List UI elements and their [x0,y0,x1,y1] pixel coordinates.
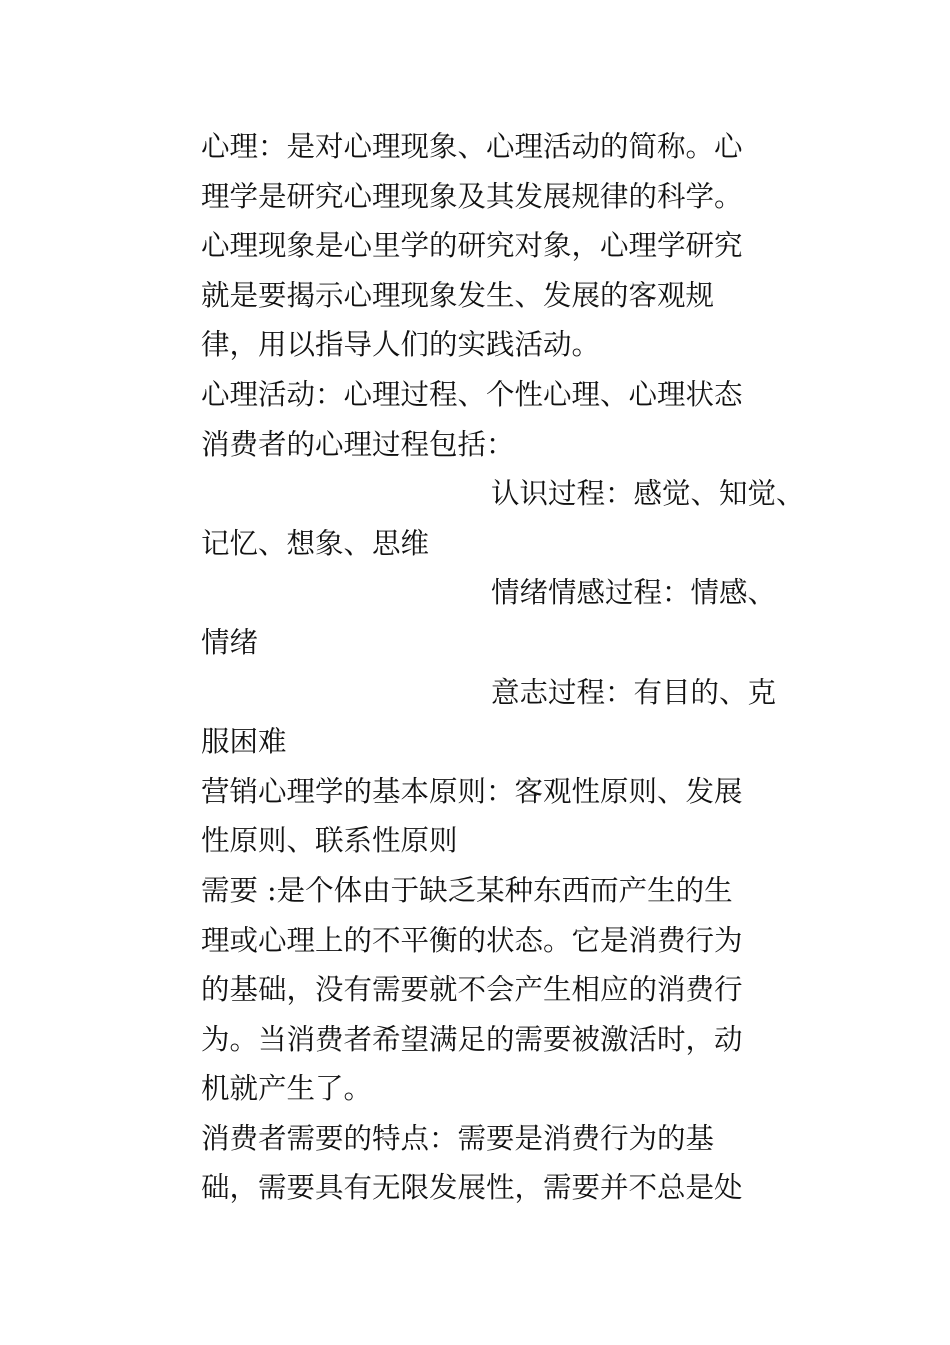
text-line-5: 律，用以指导人们的实践活动。 [201,328,601,362]
text-line-19: 为。当消费者希望满足的需要被激活时，动 [201,1022,743,1056]
text-line-14: 营销心理学的基本原则：客观性原则、发展 [201,774,743,808]
text-line-4: 就是要揭示心理现象发生、发展的客观规 [201,278,715,312]
text-line-18: 的基础，没有需要就不会产生相应的消费行 [201,973,743,1007]
text-line-20: 机就产生了。 [201,1072,373,1106]
text-line-6: 心理活动：心理过程、个性心理、心理状态 [201,377,743,411]
text-line-16: 需要 :是个体由于缺乏某种东西而产生的生 [201,873,733,907]
text-line-9: 记忆、想象、思维 [201,526,430,560]
text-line-3: 心理现象是心里学的研究对象，心理学研究 [201,229,743,263]
text-line-11: 情绪 [201,625,259,659]
text-line-8: 认识过程：感觉、知觉、 [491,477,805,511]
text-line-21: 消费者需要的特点：需要是消费行为的基 [201,1121,715,1155]
text-line-15: 性原则、联系性原则 [201,824,458,858]
text-line-13: 服困难 [201,725,287,759]
text-line-12: 意志过程：有目的、克 [491,675,777,709]
text-line-10: 情绪情感过程：情感、 [491,576,777,610]
text-line-22: 础，需要具有无限发展性，需要并不总是处 [201,1171,743,1205]
text-line-7: 消费者的心理过程包括： [201,427,515,461]
text-line-1: 心理：是对心理现象、心理活动的简称。心 [201,130,743,163]
text-line-17: 理或心理上的不平衡的状态。它是消费行为 [201,923,743,957]
text-line-2: 理学是研究心理现象及其发展规律的科学。 [201,179,743,213]
document-body [201,122,805,1213]
